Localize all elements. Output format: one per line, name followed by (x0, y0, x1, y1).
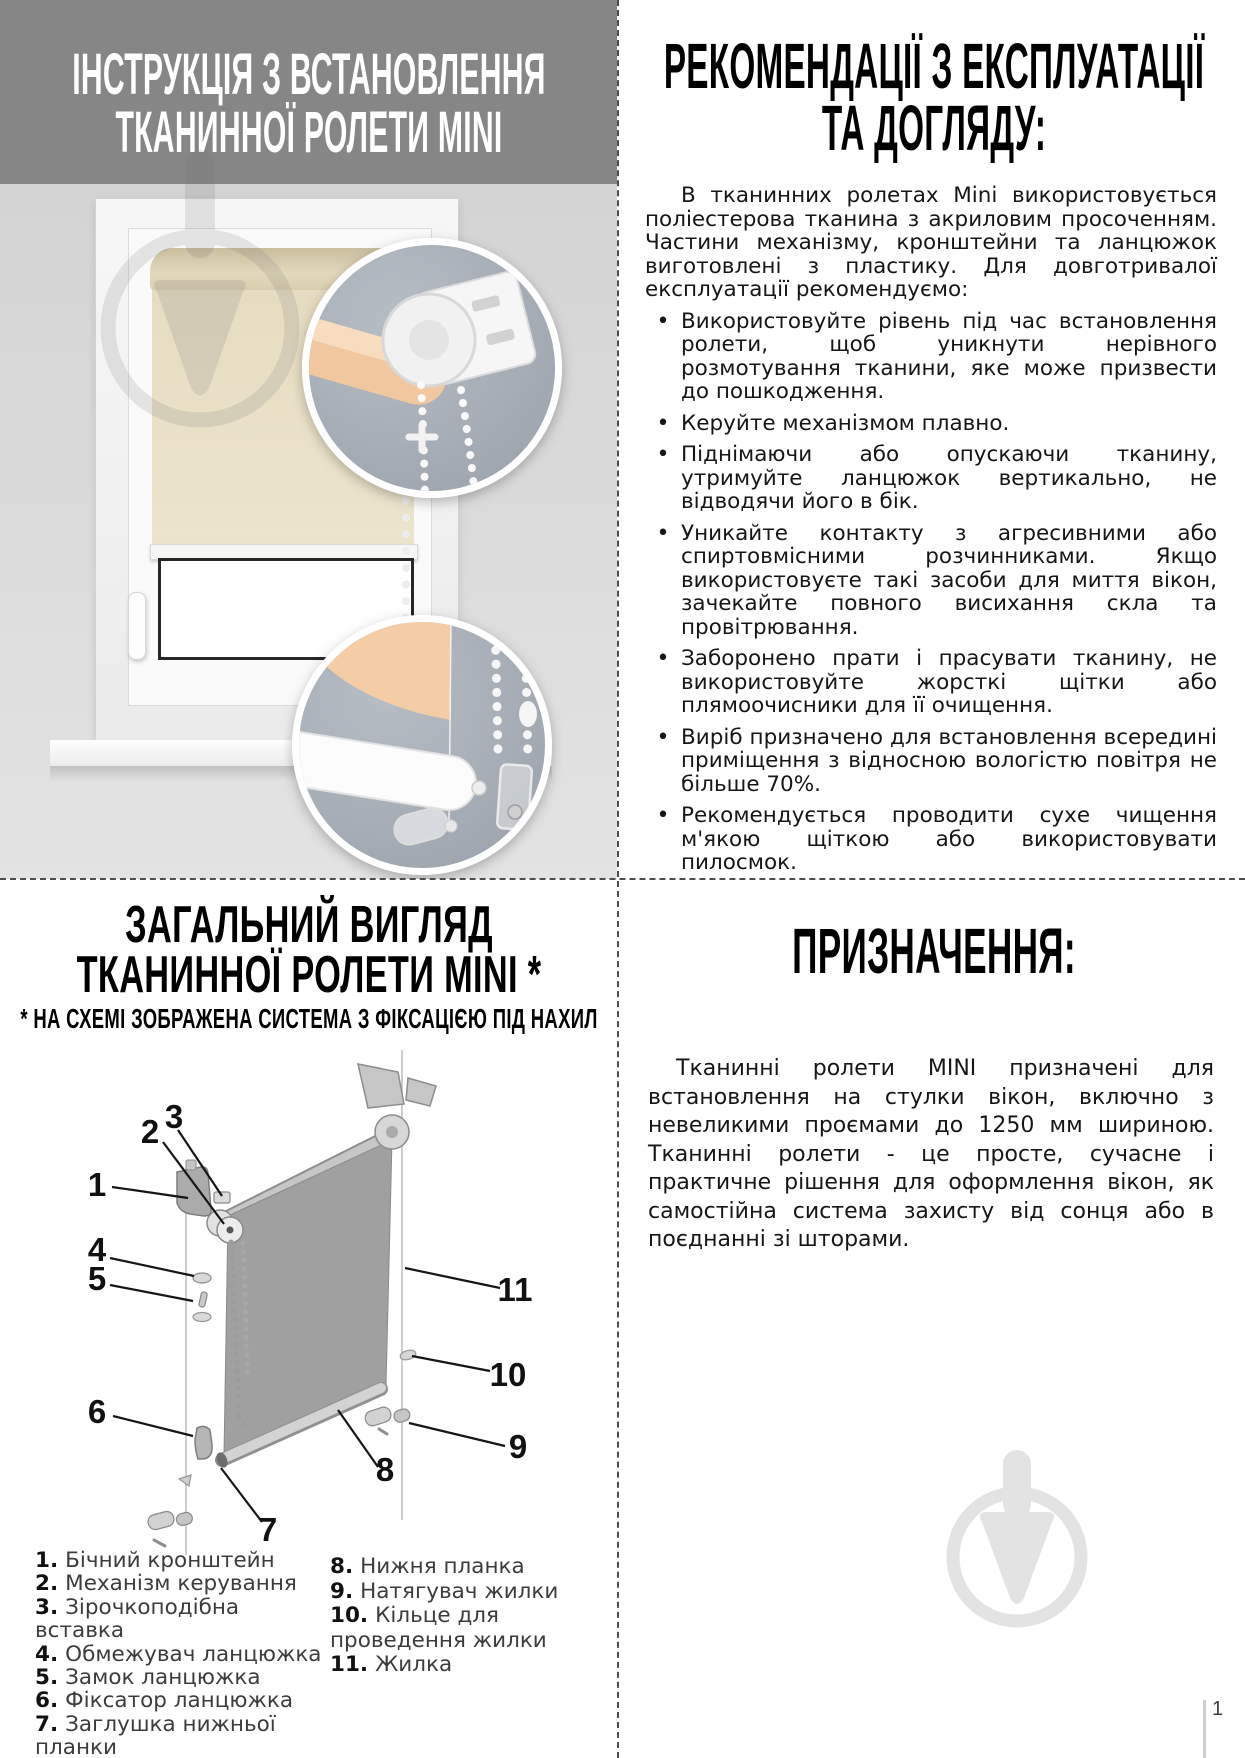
bullet-text: Піднімаючи або опускаючи тканину, утримуйте ланцюжок вертикально, не відводячи його в бік. (681, 442, 1217, 514)
bullet-item (645, 310, 1217, 404)
part-item (330, 1604, 592, 1653)
bottom-bar-closeup-drawing (299, 622, 545, 868)
part-item (330, 1555, 592, 1580)
overview-subtitle: * НА СХЕМІ ЗОБРАЖЕНА СИСТЕМА З ФІКСАЦІЄЮ ПІД НАХИЛ (19, 1003, 598, 1034)
part-item (35, 1572, 323, 1595)
bullet-text: Заборонено прати і прасувати тканину, не використовуйте жорсткі щітки або плямоочисники для її очищення. (681, 646, 1217, 718)
bullet-item (645, 412, 1217, 436)
bullet-item (645, 726, 1217, 797)
callout-1: 1 (87, 1166, 107, 1203)
part-number: 7. (35, 1711, 59, 1737)
bullet-text: Рекомендується проводити сухе чищення м'якою щіткою або використовувати пилосмок. (681, 803, 1217, 875)
part-label: Нижня планка (360, 1554, 525, 1579)
bullet-text: Використовуйте рівень під час встановлення ролети, щоб уникнути нерівного розмотування тканини, яке може призвести до пошкодження. (681, 308, 1217, 404)
part-item (35, 1666, 323, 1689)
parts-list-right (330, 1555, 592, 1678)
recommendations-body (645, 184, 1217, 875)
callout-5: 5 (87, 1260, 107, 1297)
diagram-chain-fixator (195, 1426, 212, 1459)
diagram-star-insert (214, 1192, 230, 1203)
part-item (35, 1713, 323, 1758)
diagram-right-tensioner (363, 1400, 411, 1433)
section-purpose (622, 879, 1245, 1758)
purpose-title: ПРИЗНАЧЕННЯ: (791, 915, 1076, 987)
roller-blind-exploded-diagram (0, 1020, 617, 1565)
part-item (330, 1653, 592, 1678)
part-number: 5. (35, 1665, 59, 1691)
bullet-text: Виріб призначено для встановлення всередині приміщення з відносною вологістю повітря не більше 70%. (681, 724, 1217, 797)
part-item (35, 1689, 323, 1712)
part-label: Фіксатор ланцюжка (65, 1688, 294, 1714)
window-handle (128, 592, 146, 660)
diagram-fabric (224, 1140, 392, 1456)
part-number: 4. (35, 1641, 59, 1667)
bullet-text: Уникайте контакту з агресивними або спиртовмісними розчинниками. Якщо використовуєте такі засоби для миття вікон, зачекайте повного висихання скла та провітрювання. (681, 520, 1217, 640)
part-number: 1. (35, 1548, 59, 1573)
callout-2: 2 (140, 1113, 160, 1150)
callout-11: 11 (497, 1271, 533, 1308)
install-title-line1: ІНСТРУКЦІЯ З ВСТАНОВЛЕННЯ (71, 42, 546, 107)
part-item (330, 1580, 592, 1605)
callout-10: 10 (489, 1356, 527, 1393)
part-label: Замок ланцюжка (65, 1665, 261, 1691)
install-header (0, 0, 617, 184)
top-bracket (358, 1064, 436, 1108)
overview-title-line1: ЗАГАЛЬНИЙ ВИГЛЯД (124, 896, 493, 954)
bullet-dot: • (656, 308, 670, 334)
part-item (35, 1549, 323, 1572)
part-label: Обмежувач ланцюжка (65, 1641, 322, 1667)
bullet-dot: • (656, 442, 670, 467)
part-item (35, 1596, 323, 1643)
bead-chain (402, 480, 410, 622)
part-label: Натягувач жилки (360, 1578, 559, 1604)
part-number: 8. (330, 1554, 354, 1579)
part-item (35, 1643, 323, 1666)
diagram-side-bracket (177, 1167, 211, 1216)
bullet-item (645, 522, 1217, 640)
divider-horizontal (0, 878, 1245, 880)
part-label: Кільце для проведення жилки (330, 1603, 547, 1653)
part-number: 2. (35, 1571, 59, 1597)
callout-8: 8 (375, 1451, 395, 1488)
part-number: 10. (330, 1603, 369, 1629)
bullet-dot: • (656, 646, 670, 671)
part-label: Бічний кронштейн (65, 1548, 275, 1573)
bullet-dot: • (656, 410, 670, 436)
part-label: Заглушка нижньої планки (35, 1711, 276, 1758)
window-photo (0, 184, 617, 879)
parts-list-left (35, 1549, 323, 1758)
callout-4: 4 (87, 1231, 107, 1268)
part-number: 9. (330, 1578, 354, 1604)
callout-9: 9 (508, 1428, 528, 1465)
part-label: Зірочкоподібна вставка (35, 1594, 240, 1644)
purpose-paragraph: Тканинні ролети MINI призначені для встановлення на стулки вікон, включно з невеликими проємами до 1250 мм шириною. Тканинні ролети - це просте, сучасне і практичне рішення для оформлення вікон, як самостійна система захисту від сонця або в поєднанні зі шторами. (648, 1056, 1214, 1252)
divider-vertical (617, 0, 619, 1758)
bullet-item (645, 647, 1217, 718)
part-number: 11. (330, 1652, 369, 1678)
install-title-line2: ТКАНИННОЇ РОЛЕТИ MINI (114, 100, 503, 165)
page-number: 1 (1212, 1698, 1224, 1720)
callout-3: 3 (164, 1098, 184, 1135)
part-number: 6. (35, 1688, 59, 1714)
section-recommendations (622, 0, 1245, 879)
bullet-item (645, 443, 1217, 514)
recommendations-title-line1: РЕКОМЕНДАЦІЇ З ЕКСПЛУАТАЦІЇ (663, 30, 1204, 102)
part-label: Механізм керування (65, 1571, 297, 1597)
section-install (0, 0, 617, 879)
mechanism-closeup-drawing (309, 245, 555, 491)
section-overview (0, 879, 617, 1758)
page-corner-line (1203, 1700, 1206, 1758)
callout-7: 7 (258, 1511, 278, 1548)
overview-title-line2: ТКАНИННОЇ РОЛЕТИ MINI * (76, 946, 541, 1004)
photo-inset-bottom-bar (292, 615, 552, 875)
photo-inset-mechanism (302, 238, 562, 498)
bullet-dot: • (656, 803, 670, 828)
bullet-dot: • (656, 724, 670, 750)
bullet-dot: • (656, 520, 670, 546)
recommendations-intro: В тканинних ролетах Mini використовується поліестерова тканина з акриловим просоченням. Частини механізму, кронштейни та ланцюжок виготовлені з пластику. Для довготривалої експлуатації рекомендуємо: (645, 183, 1217, 302)
recommendations-title-line2: ТА ДОГЛЯДУ: (821, 92, 1046, 164)
callout-6: 6 (87, 1393, 107, 1430)
bullet-item (645, 804, 1217, 875)
part-label: Жилка (375, 1652, 453, 1678)
part-number: 3. (35, 1594, 59, 1620)
bullet-text: Керуйте механізмом плавно. (681, 410, 1010, 436)
